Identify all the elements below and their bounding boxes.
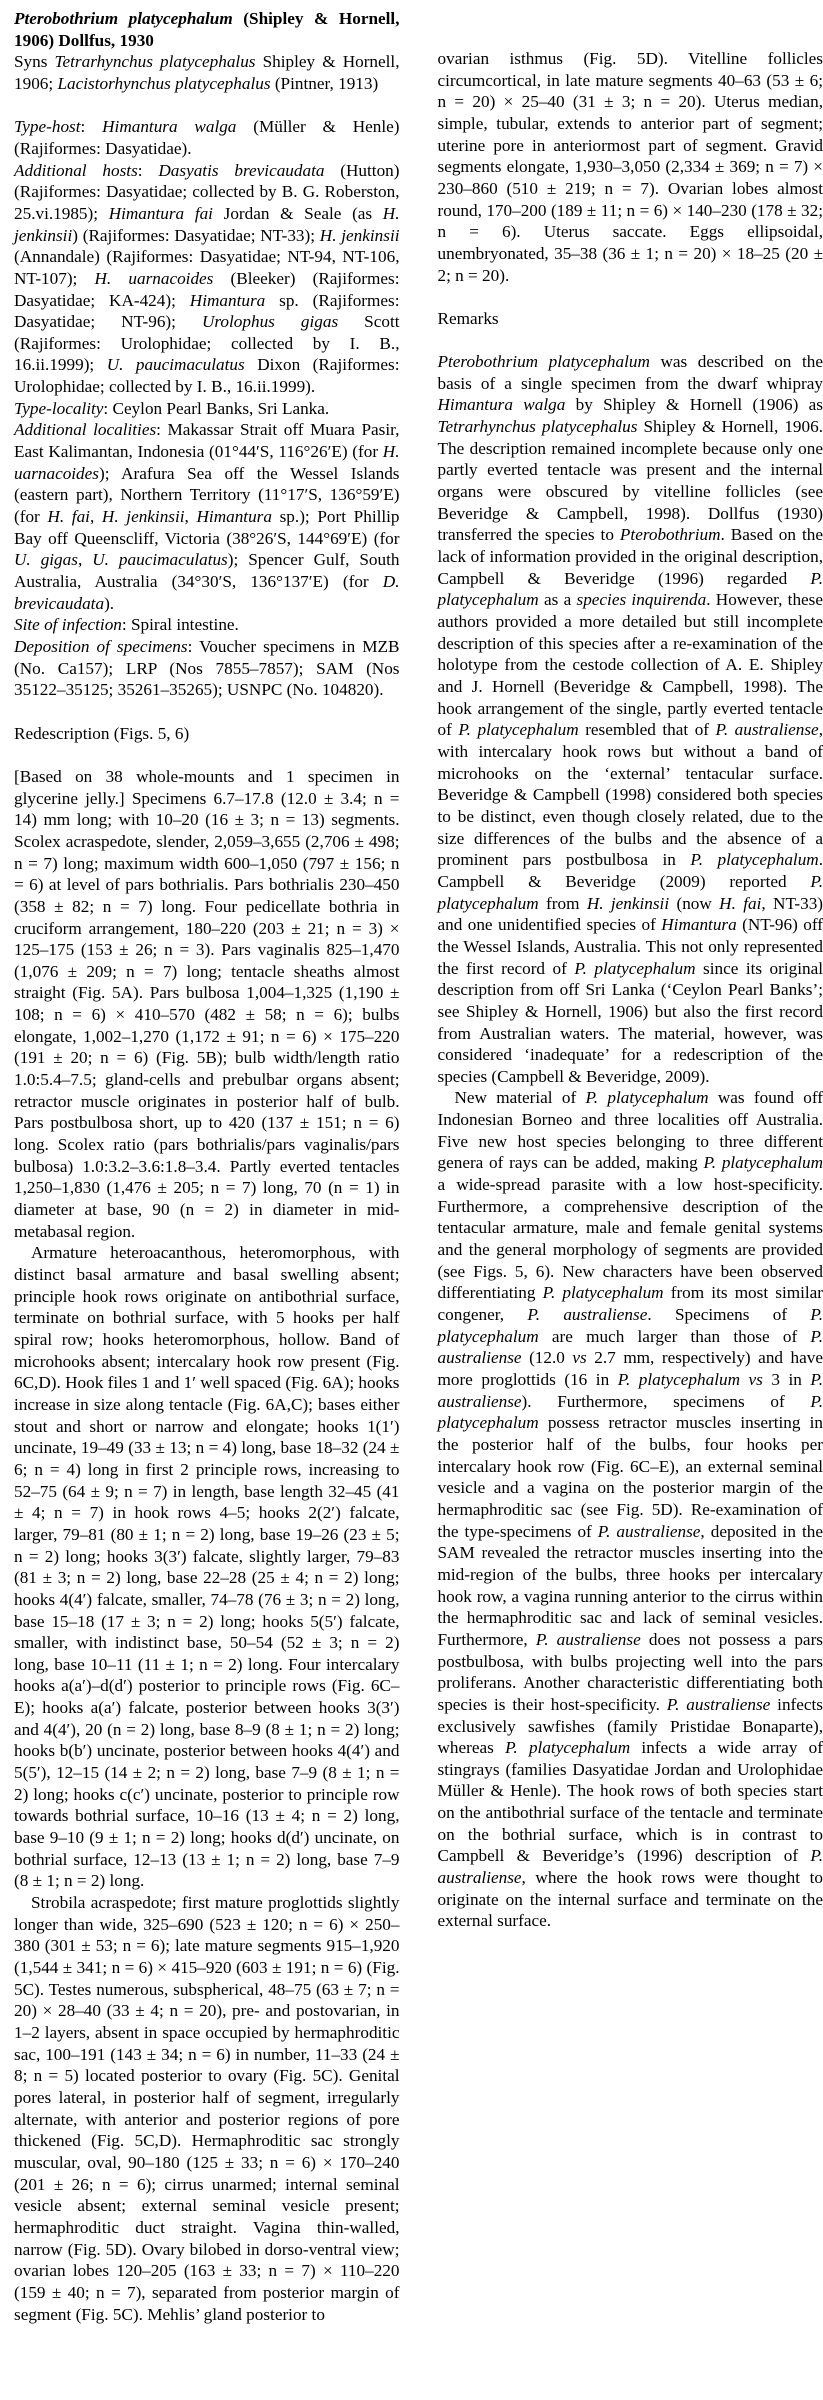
specimen-deposition: Deposition of specimens: Voucher specimens in MZB (No. Ca157); LRP (Nos 7855–7857); SAM (Nos 35122–35125; 35261–35265); USNPC (No. 104820). [14,637,400,700]
left-column [14,8,400,2325]
additional-hosts: Additional hosts: Dasyatis brevicaudata (Hutton) (Rajiformes: Dasyatidae; collected by B. G. Roberston, 25.vi.1985); Himantura fai Jordan & Seale (as H. jenkinsii) (Rajiformes: Dasyatidae; NT-33); H. jenkinsii (Annandale) (Rajiformes: Dasyatidae; NT-94, NT-106, NT-107); H. uarnacoides (Bleeker) (Rajiformes: Dasyatidae; KA-424); Himantura sp. (Rajiformes: Dasyatidae; NT-96); Urolophus gigas Scott (Rajiformes: Urolophidae; collected by I. B., 16.ii.1999); U. paucimaculatus Dixon (Rajiformes: Urolophidae; collected by I. B., 16.ii.1999). [14,160,400,397]
site-of-infection: Site of infection: Spiral intestine. [14,615,239,635]
redescription-measurements: [Based on 38 whole-mounts and 1 specimen in glycerine jelly.] Specimens 6.7–17.8 (12.0 ± 3.4; n = 14) mm long; with 10–20 (16 ± 3; n = 13) segments. Scolex acraspedote, slender, 2,059–3,655 (2,706 ± 498; n = 7) long; maximum width 600–1,050 (797 ± 156; n = 6) at level of pars bothrialis. Pars bothrialis 230–450 (358 ± 82; n = 7) long. Four pedicellate bothria in cruciform arrangement, 180–220 (203 ± 21; n = 3) × 125–175 (153 ± 26; n = 3). Pars vaginalis 825–1,470 (1,076 ± 209; n = 7) long; tentacle sheaths almost straight (Fig. 5A). Pars bulbosa 1,004–1,325 (1,190 ± 108; n = 6) × 410–570 (482 ± 58; n = 6); bulbs elongate, 1,002–1,270 (1,172 ± 91; n = 6) × 175–220 (191 ± 20; n = 6) (Fig. 5B); bulb width/length ratio 1.0:5.4–7.5; gland-cells and prebulbar organs absent; retractor muscle originates in posterior half of bulb. Pars postbulbosa short, up to 420 (137 ± 151; n = 6) long. Scolex ratio (pars bothrialis/pars vaginalis/pars bulbosa) 1.0:3.2–3.6:1.8–3.4. Partly everted tentacles 1,250–1,830 (1,476 ± 205; n = 7) long, 70 (n = 1) in diameter at base, 90 (n = 2) in diameter in mid-metabasal region. [14,766,400,1241]
synonyms: Syns Tetrarhynchus platycephalus Shipley & Hornell, 1906; Lacistorhynchus platycephalus (Pintner, 1913) [14,52,400,93]
armature-paragraph: Armature heteroacanthous, heteromorphous, with distinct basal armature and basal swelling absent; principle hook rows originate on antibothrial surface, terminate on bothrial surface, with 5 hooks per half spiral row; hooks heteromorphous, hollow. Band of microhooks absent; intercalary hook row present (Fig. 6C,D). Hook files 1 and 1′ well spaced (Fig. 6A); hooks increase in size along tentacle (Fig. 6A,C); bases either stout and short or narrow and elongate; hooks 1(1′) uncinate, 19–49 (33 ± 13; n = 4) long, base 18–32 (24 ± 6; n = 4) long in first 2 principle rows, increasing to 52–75 (64 ± 9; n = 7) in length, base length 32–45 (41 ± 4; n = 7) in hook rows 4–5; hooks 2(2′) falcate, larger, 79–81 (80 ± 1; n = 2) long, base 19–26 (23 ± 5; n = 2) long; hooks 3(3′) falcate, slightly larger, 79–83 (81 ± 3; n = 2) long, base 22–28 (25 ± 4; n = 2) long; hooks 4(4′) falcate, smaller, 74–78 (76 ± 3; n = 2) long, base 15–18 (17 ± 3; n = 2) long; hooks 5(5′) falcate, smaller, with indistinct base, 50–54 (52 ± 3; n = 2) long, base 10–11 (11 ± 1; n = 2) long. Four intercalary hooks a(a′)–d(d′) posterior to principle rows (Fig. 6C–E); hooks a(a′) falcate, posterior between hooks 3(3′) and 4(4′), 20 (n = 2) long, base 8–9 (8 ± 1; n = 2) long; hooks b(b′) uncinate, posterior between hooks 4(4′) and 5(5′), 12–15 (14 ± 2; n = 2) long, base 7–9 (8 ± 1; n = 2) long; hooks c(c′) uncinate, posterior to principle row towards bothrial surface, 10–16 (13 ± 4; n = 2) long, base 9–10 (9 ± 1; n = 2) long; hooks d(d′) uncinate, on bothrial surface, 12–13 (13 ± 1; n = 2) long, base 7–9 (8 ± 1; n = 2) long. [14,1243,400,1891]
remarks-history-paragraph: Pterobothrium platycephalum was described on the basis of a single specimen from the dwarf whipray Himantura walga by Shipley & Hornell (1906) as Tetrarhynchus platycephalus Shipley & Hornell, 1906. The description remained incomplete because only one partly everted tentacle was present and the internal organs were obscured by vitelline follicles (see Beveridge & Campbell, 1998). Dollfus (1930) transferred the species to Pterobothrium. Based on the lack of information provided in the original description, Campbell & Beveridge (1996) regarded P. platycephalum as a species inquirenda. However, these authors provided a more detailed but still incomplete description of this species after a re-examination of the holotype from the cestode collection of A. E. Shipley and J. Hornell (Beveridge & Campbell, 1998). The hook arrangement of the single, partly everted tentacle of P. platycephalum resembled that of P. australiense, with intercalary hook rows but without a band of microhooks on the ‘external’ tentacular surface. Beveridge & Campbell (1998) considered both species to be distinct, even though closely related, due to the size differences of the bulbs and the absence of a prominent pars postbulbosa in P. platycephalum. Campbell & Beveridge (2009) reported P. platycephalum from H. jenkinsii (now H. fai, NT-33) and one unidentified species of Himantura (NT-96) off the Wessel Islands, Australia. This not only represented the first record of P. platycephalum since its original description from off Sri Lanka (‘Ceylon Pearl Banks’; see Shipley & Hornell, 1906) but also the first record from Australian waters. The material, however, was considered ‘inadequate’ for a redescription of the species (Campbell & Beveridge, 2009). [437,352,823,1086]
type-host: Type-host: Himantura walga (Müller & Henle) (Rajiformes: Dasyatidae). [14,117,400,158]
type-locality: Type-locality: Ceylon Pearl Banks, Sri Lanka. [14,398,330,418]
strobila-paragraph: Strobila acraspedote; first mature proglottids slightly longer than wide, 325–690 (523 ± 120; n = 6) × 250–380 (301 ± 53; n = 6); late mature segments 915–1,920 (1,544 ± 341; n = 6) × 415–920 (603 ± 191; n = 6) (Fig. 5C). Testes numerous, subspherical, 48–75 (63 ± 7; n = 20) × 28–40 (33 ± 4; n = 20), pre- and postovarian, in 1–2 layers, absent in space occupied by hermaphroditic sac, 100–191 (143 ± 34; n = 6) in number, 11–33 (24 ± 8; n = 5) located posterior to ovary (Fig. 5C). Genital pores lateral, in posterior half of segment, irregularly alternate, with anterior and posterior regions of pore thickened (Fig. 5C,D). Hermaphroditic sac strongly muscular, oval, 90–180 (125 ± 33; n = 6) × 170–240 (201 ± 26; n = 6); cirrus unarmed; internal seminal vesicle absent; external seminal vesicle present; hermaphroditic duct straight. Vagina thin-walled, narrow (Fig. 5D). Ovary bilobed in dorso-ventral view; ovarian lobes 120–205 (163 ± 33; n = 7) × 110–220 (159 ± 40; n = 7), separated from posterior margin of segment (Fig. 5C). Mehlis’ gland posterior to [14,1893,400,2324]
article-title: Pterobothrium platycephalum (Shipley & Hornell, 1906) Dollfus, 1930 [14,9,400,50]
continuation-paragraph: ovarian isthmus (Fig. 5D). Vitelline follicles circumcortical, in late mature segments 40–63 (53 ± 6; n = 20) × 25–40 (31 ± 3; n = 20). Uterus median, simple, tubular, extends to anterior part of segment; uterine pore in anteriormost part of segment. Gravid segments elongate, 1,930–3,050 (2,334 ± 369; n = 7) × 230–860 (510 ± 219; n = 7). Ovarian lobes almost round, 170–200 (189 ± 11; n = 6) × 140–230 (178 ± 32; n = 6). Uterus saccate. Eggs ellipsoidal, unembryonated, 35–38 (36 ± 1; n = 20) × 18–25 (20 ± 2; n = 20). [437,49,823,285]
remarks-heading: Remarks [437,308,499,328]
additional-localities: Additional localities: Makassar Strait off Muara Pasir, East Kalimantan, Indonesia (01°44′S, 116°26′E) (for H. uarnacoides); Arafura Sea off the Wessel Islands (eastern part), Northern Territory (11°17′S, 136°59′E) (for H. fai, H. jenkinsii, Himantura sp.); Port Phillip Bay off Queenscliff, Victoria (38°26′S, 144°69′E) (for U. gigas, U. paucimaculatus); Spencer Gulf, South Australia, Australia (34°30′S, 136°137′E) (for D. brevicaudata). [14,420,400,613]
redescription-heading: Redescription (Figs. 5, 6) [14,723,190,743]
right-column [438,48,823,2325]
remarks-new-material-paragraph: New material of P. platycephalum was found off Indonesian Borneo and three localities off Australia. Five new host species belonging to three different genera of rays can be added, making P. platycephalum a wide-spread parasite with a low host-specificity. Furthermore, a comprehensive description of the tentacular armature, male and female genital systems and the general morphology of segments are provided (see Figs. 5, 6). New characters have been observed differentiating P. platycephalum from its most similar congener, P. australiense. Specimens of P. platycephalum are much larger than those of P. australiense (12.0 vs 2.7 mm, respectively) and have more proglottids (16 in P. platycephalum vs 3 in P. australiense). Furthermore, specimens of P. platycephalum possess retractor muscles inserting in the posterior half of the bulbs, four hooks per intercalary hook row (Fig. 6C–E), an external seminal vesicle and a vagina on the posterior margin of the hermaphroditic sac (see Fig. 5D). Re-examination of the type-specimens of P. australiense, deposited in the SAM revealed the retractor muscles inserting into the mid-region of the bulbs, three hooks per intercalary hook row, a vagina running anterior to the cirrus within the hermaphroditic sac and lack of seminal vesicles. Furthermore, P. australiense does not possess a pars postbulbosa, with bulbs projecting well into the pars proliferans. Another characteristic differentiating both species is their host-specificity. P. australiense infects exclusively sawfishes (family Pristidae Bonaparte), whereas P. platycephalum infects a wide array of stingrays (families Dasyatidae Jordan and Urolophidae Müller & Henle). The hook rows of both species start on the antibothrial surface of the tentacle and terminate on the bothrial surface, which is in contrast to Campbell & Beveridge’s (1996) description of P. australiense, where the hook rows were thought to originate on the internal surface and terminate on the external surface. [437,1088,823,1931]
